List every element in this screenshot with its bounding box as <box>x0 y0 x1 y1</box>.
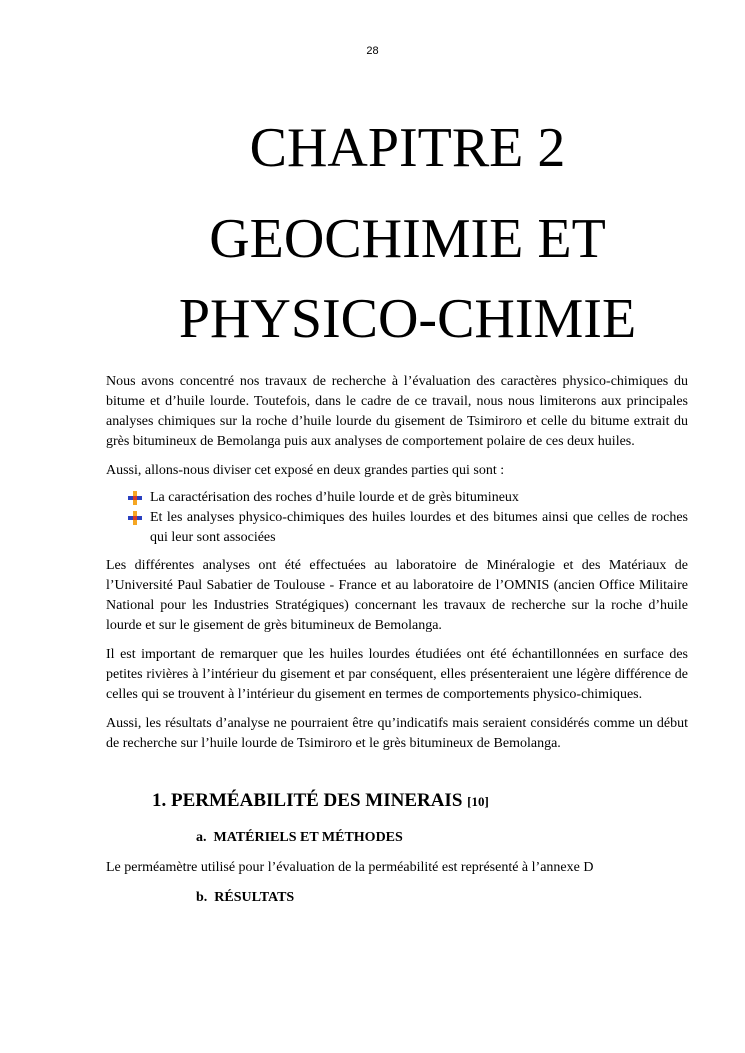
paragraph-permeameter: Le perméamètre utilisé pour l’évaluation de la perméabilité est représenté à l’annexe D <box>106 860 594 875</box>
subsection-title: MATÉRIELS ET MÉTHODES <box>213 830 403 845</box>
page-number: 28 <box>366 45 379 57</box>
section-reference: [10] <box>467 794 489 809</box>
checkered-cross-bullet-icon <box>128 511 142 525</box>
paragraph-intro: Nous avons concentré nos travaux de recherche à l’évaluation des caractères physico-chimiques du bitume et d’huile lourde. Toutefois, dans le cadre de ce travail, nous nous limiterons aux principales analyses chimiques sur la roche d’huile lourde du gisement de Tsimiroro et celle du bitume extrait du grès bitumineux de Bemolanga puis aux analyses de comportement polaire de ces deux huiles. <box>106 374 688 449</box>
chapter-title-line-2: GEOCHIMIE ET <box>209 208 606 270</box>
list-item <box>128 508 688 548</box>
checkered-cross-bullet-icon <box>128 491 142 505</box>
bullet-list <box>106 488 688 548</box>
section-heading-1 <box>152 789 688 814</box>
subsection-label: a. <box>196 830 207 845</box>
section-title: PERMÉABILITÉ DES MINERAIS <box>171 790 463 811</box>
subsection-heading-a <box>196 828 688 848</box>
paragraph-results: Aussi, les résultats d’analyse ne pourraient être qu’indicatifs mais seraient considérés comme un début de recherche sur l’huile lourde de Tsimiroro et le grès bitumineux de Bemolanga. <box>106 716 688 751</box>
paragraph-labs: Les différentes analyses ont été effectuées au laboratoire de Minéralogie et des Matériaux de l’Université Paul Sabatier de Toulouse - France et au laboratoire de l’OMNIS (ancien Office Militaire National pour les Industries Stratégiques) concernant les travaux de recherche sur la roche d’huile lourde et sur le gisement de grès bitumineux de Bemolanga. <box>106 558 688 633</box>
list-item <box>128 488 688 508</box>
subsection-heading-b <box>196 888 688 908</box>
document-body <box>106 372 688 918</box>
subsection-title: RÉSULTATS <box>214 890 295 905</box>
chapter-title-line-3: PHYSICO-CHIMIE <box>178 288 637 350</box>
chapter-title-line-1: CHAPITRE 2 <box>249 117 566 179</box>
subsection-label: b. <box>196 890 208 905</box>
bullet-text: Et les analyses physico-chimiques des huiles lourdes et des bitumes ainsi que celles de roches qui leur sont associées <box>150 510 688 545</box>
section-number: 1. <box>152 790 167 811</box>
bullet-text: La caractérisation des roches d’huile lourde et de grès bitumineux <box>150 490 519 505</box>
paragraph-remark: Il est important de remarquer que les huiles lourdes étudiées ont été échantillonnées en surface des petites rivières à l’intérieur du gisement et par conséquent, elles présenteraient une légère différence de celles qui se trouvent à l’intérieur du gisement en termes de comportements physico-chimiques. <box>106 647 688 702</box>
paragraph-division: Aussi, allons-nous diviser cet exposé en deux grandes parties qui sont : <box>106 463 505 478</box>
